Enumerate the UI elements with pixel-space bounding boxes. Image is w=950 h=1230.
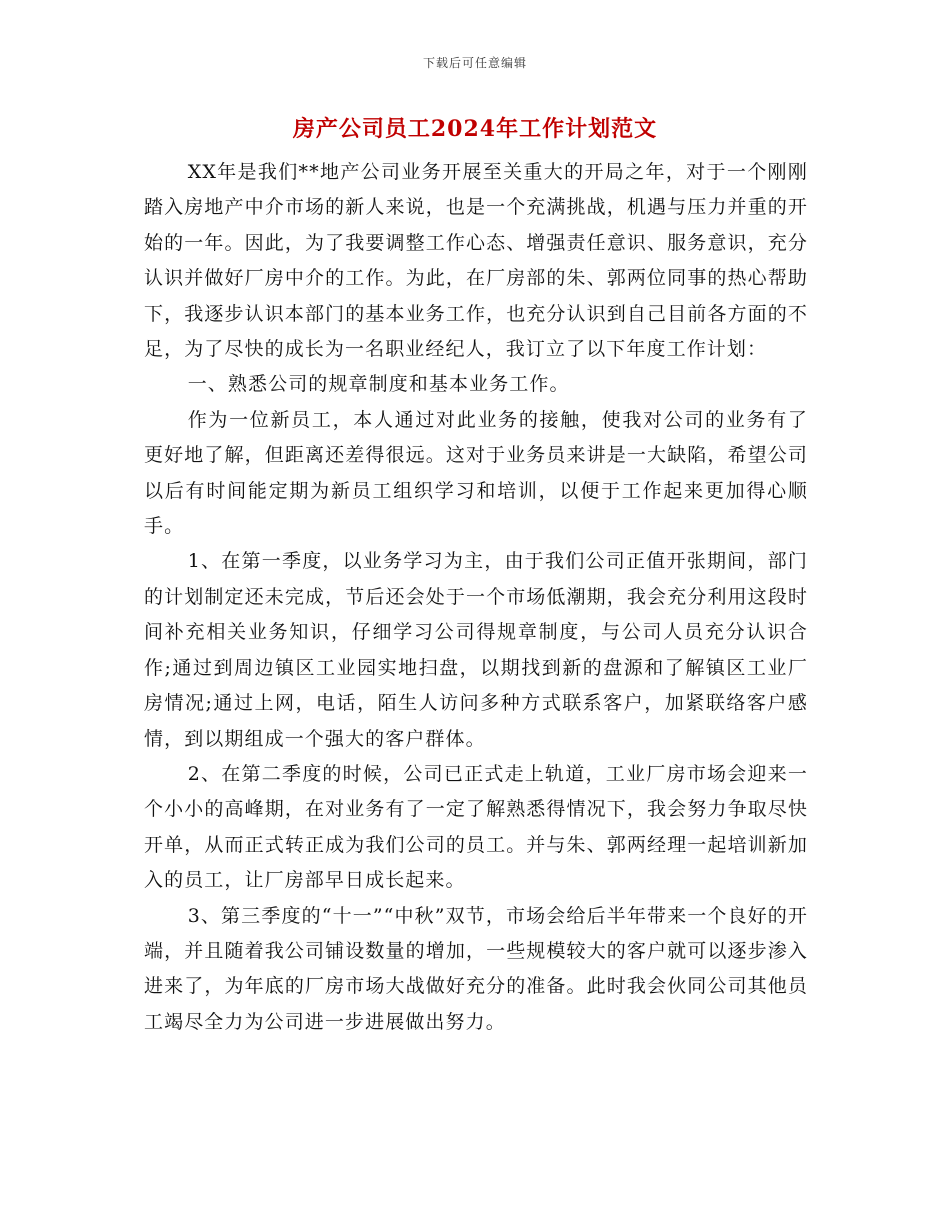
paragraph-new-employee: 作为一位新员工，本人通过对此业务的接触，使我对公司的业务有了更好地了解，但距离还差得很远。这对于业务员来讲是一大缺陷，希望公司以后有时间能定期为新员工组织学习和培训，以便于工作起来更加得心顺手。	[144, 408, 808, 538]
document-title: 房产公司员工2024年工作计划范文	[292, 116, 658, 142]
paragraph-q2: 2、在第二季度的时候，公司已正式走上轨道，工业厂房市场会迎来一个小小的高峰期，在对业务有了一定了解熟悉得情况下，我会努力争取尽快开单，从而正式转正成为我们公司的员工。并与朱、郭两经理一起培训新加入的员工，让厂房部早日成长起来。	[144, 762, 808, 892]
paragraph-intro: XX年是我们**地产公司业务开展至关重大的开局之年，对于一个刚刚踏入房地产中介市场的新人来说，也是一个充满挑战，机遇与压力并重的开始的一年。因此，为了我要调整工作心态、增强责任意识、服务意识，充分认识并做好厂房中介的工作。为此，在厂房部的朱、郭两位同事的热心帮助下，我逐步认识本部门的基本业务工作，也充分认识到自己目前各方面的不足，为了尽快的成长为一名职业经纪人，我订立了以下年度工作计划：	[144, 161, 808, 361]
paragraph-heading-1: 一、熟悉公司的规章制度和基本业务工作。	[187, 373, 570, 396]
paragraph-q3: 3、第三季度的“十一”“中秋”双节，市场会给后半年带来一个良好的开端，并且随着我公司铺设数量的增加，一些规模较大的客户就可以逐步渗入进来了，为年底的厂房市场大战做好充分的准备。此时我会伙同公司其他员工竭尽全力为公司进一步进展做出努力。	[144, 904, 808, 1033]
header-note: 下载后可任意编辑	[422, 56, 527, 70]
paragraph-q1: 1、在第一季度，以业务学习为主，由于我们公司正值开张期间，部门的计划制定还未完成，节后还会处于一个市场低潮期，我会充分利用这段时间补充相关业务知识，仔细学习公司得规章制度，与公司人员充分认识合作;通过到周边镇区工业园实地扫盘，以期找到新的盘源和了解镇区工业厂房情况;通过上网，电话，陌生人访问多种方式联系客户，加紧联络客户感情，到以期组成一个强大的客户群体。	[144, 550, 808, 750]
document-body	[144, 155, 808, 1040]
